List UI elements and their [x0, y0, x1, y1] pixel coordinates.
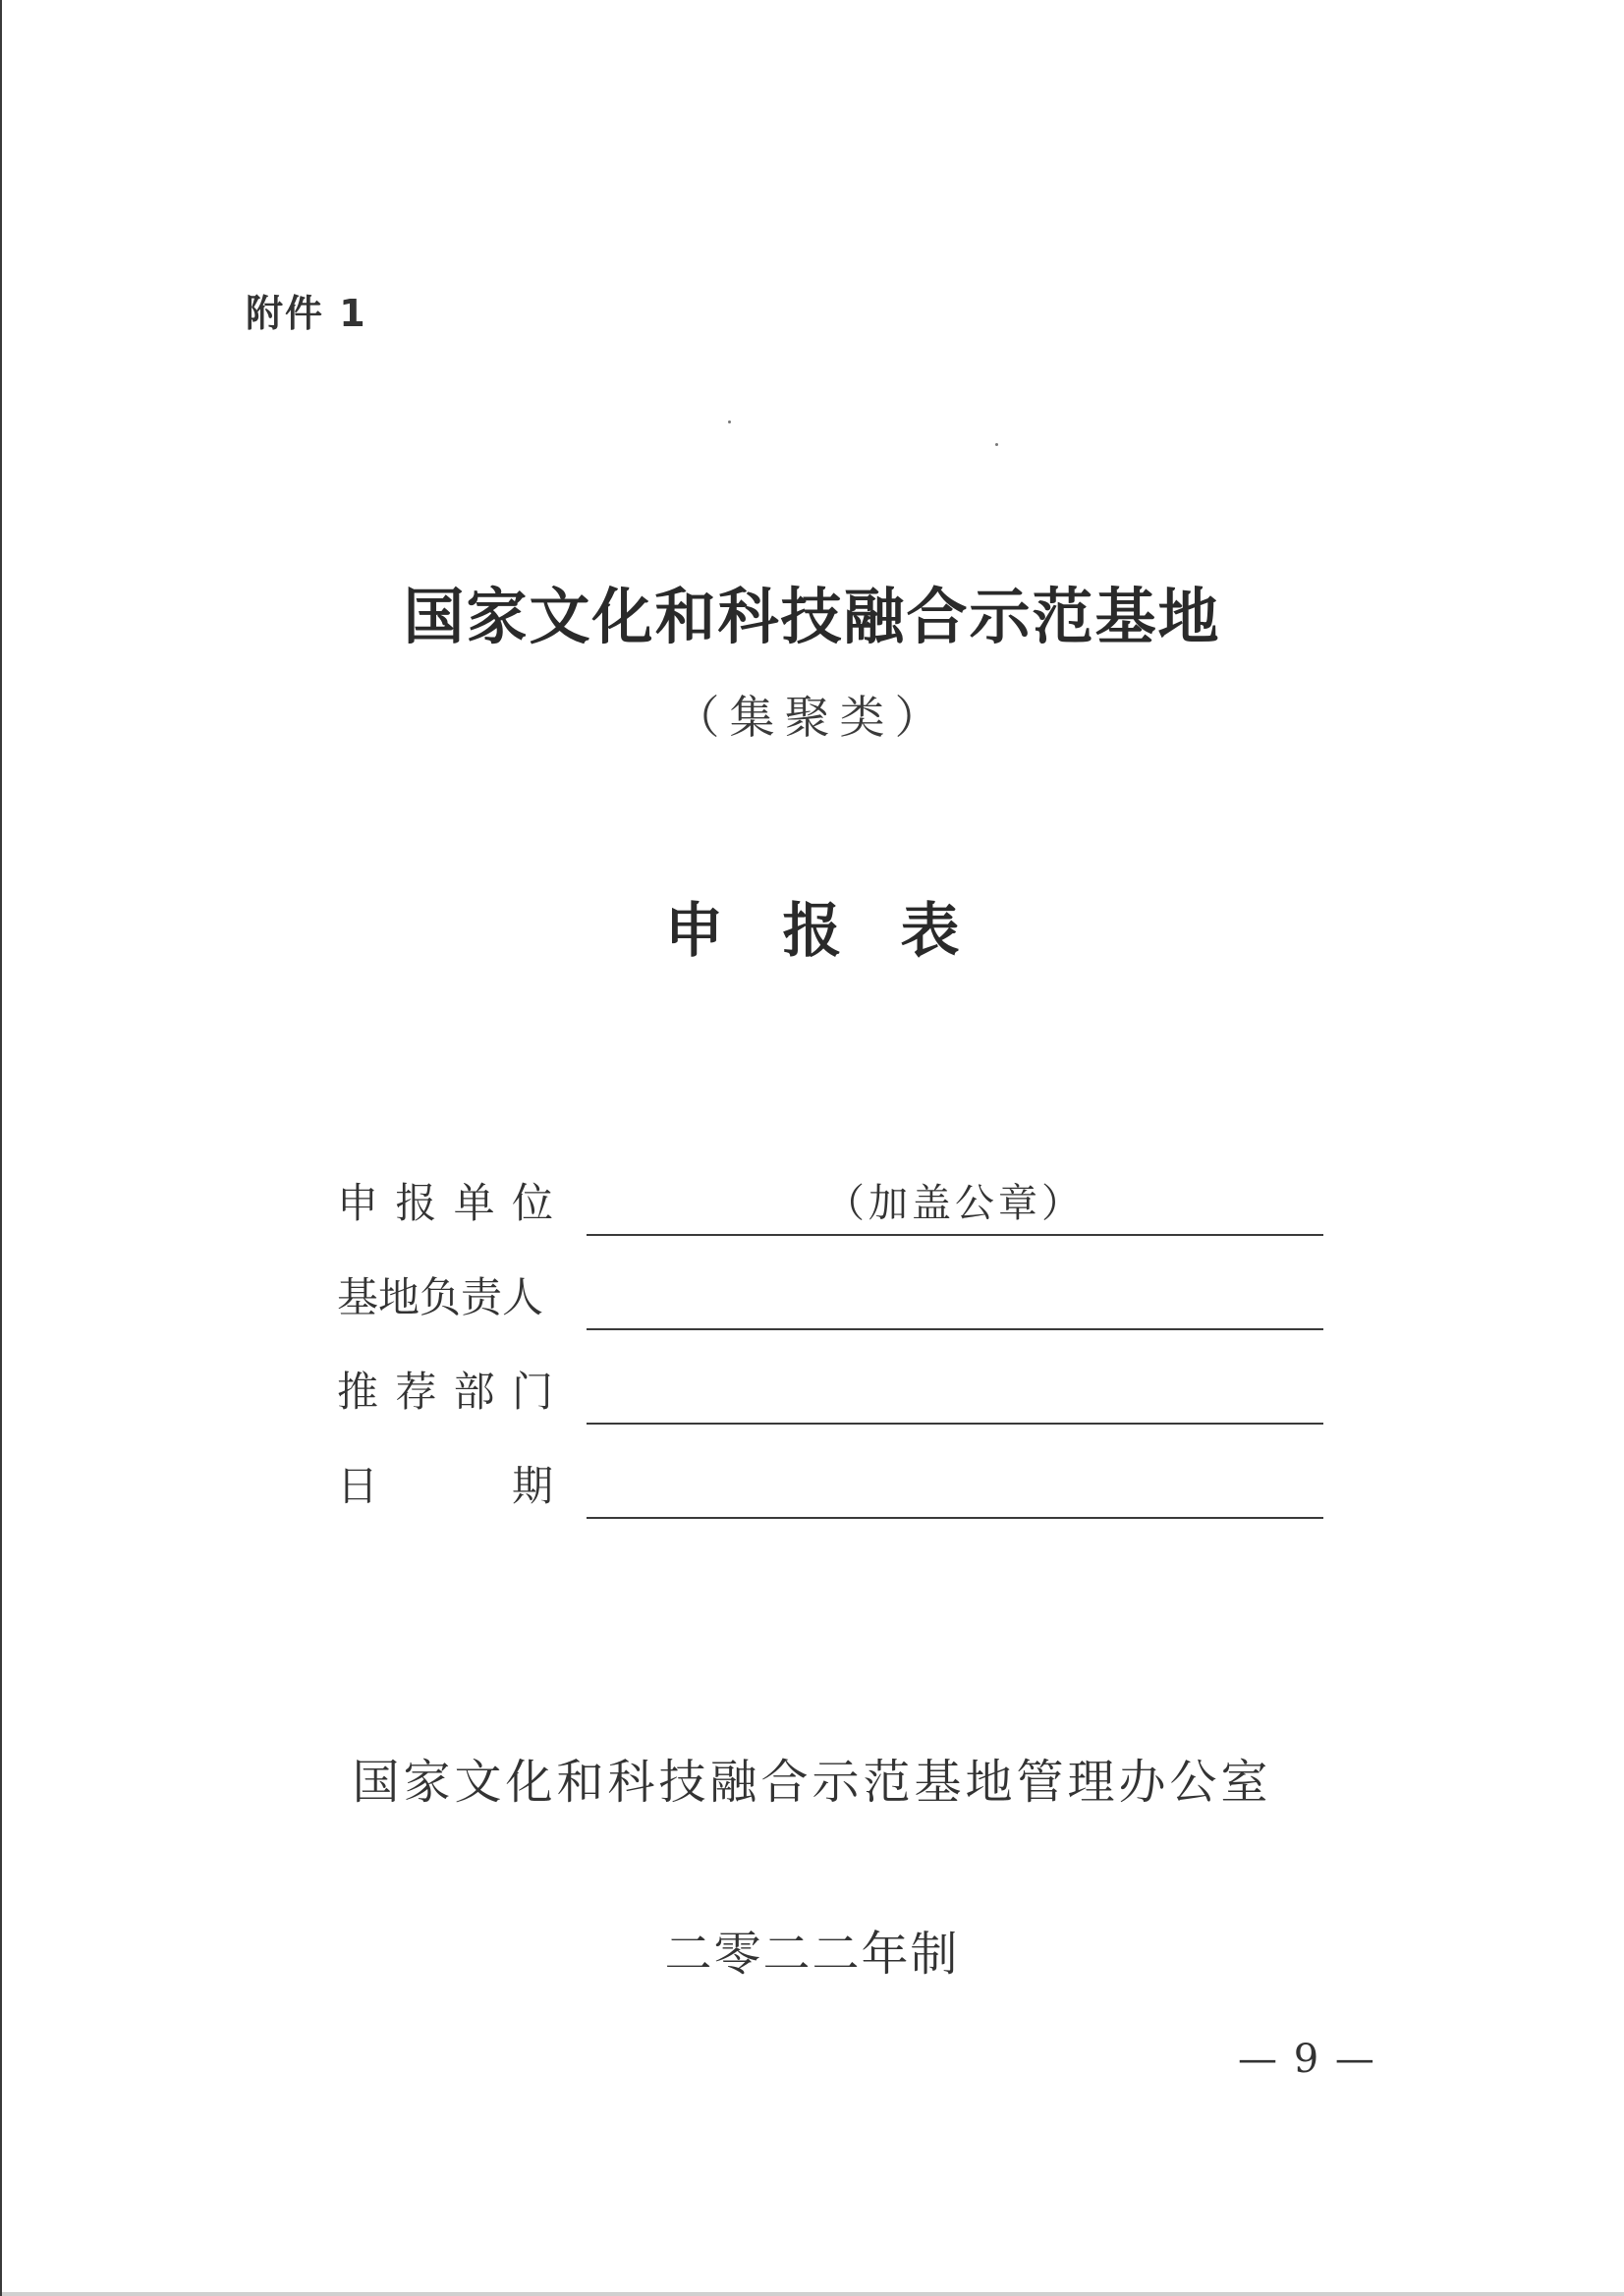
- field-label-char: 门: [511, 1368, 553, 1416]
- field-label-char: 部: [453, 1368, 495, 1416]
- page-number: — 9 —: [1238, 2037, 1376, 2082]
- field-applicant-unit: [337, 1165, 1323, 1236]
- document-title: 国家文化和科技融合示范基地: [403, 581, 1221, 652]
- field-label-char: 单: [453, 1179, 495, 1227]
- field-label-char: 荐: [395, 1368, 437, 1416]
- field-label-char: 期: [511, 1462, 553, 1510]
- field-label-char: 推: [337, 1368, 379, 1416]
- document-subtitle: （集聚类）: [674, 691, 950, 744]
- field-value[interactable]: （加盖公章）: [825, 1181, 1085, 1226]
- field-label: 基地负责人: [337, 1273, 544, 1321]
- field-recommending-department: [337, 1354, 1323, 1425]
- field-base-director: [337, 1260, 1323, 1330]
- field-label-char: 报: [395, 1179, 437, 1227]
- scan-speck: [995, 443, 998, 446]
- issuing-office: 国家文化和科技融合示范基地管理办公室: [352, 1755, 1272, 1810]
- field-label: [337, 1360, 553, 1419]
- field-date: [337, 1448, 1323, 1519]
- field-underline: [587, 1517, 1323, 1519]
- field-underline: [587, 1423, 1323, 1425]
- attachment-label: 附件 1: [246, 292, 367, 335]
- field-label-char: 位: [511, 1179, 553, 1227]
- field-label-char: 申: [337, 1179, 379, 1227]
- made-year: 二零二二年制: [664, 1927, 960, 1982]
- field-label: [337, 1454, 553, 1513]
- field-underline: [587, 1328, 1323, 1330]
- scan-speck: [728, 420, 731, 423]
- field-label-char: 日: [337, 1462, 379, 1510]
- field-underline: [587, 1234, 1323, 1236]
- form-title: 申报表: [664, 897, 1019, 966]
- field-label: [337, 1171, 553, 1230]
